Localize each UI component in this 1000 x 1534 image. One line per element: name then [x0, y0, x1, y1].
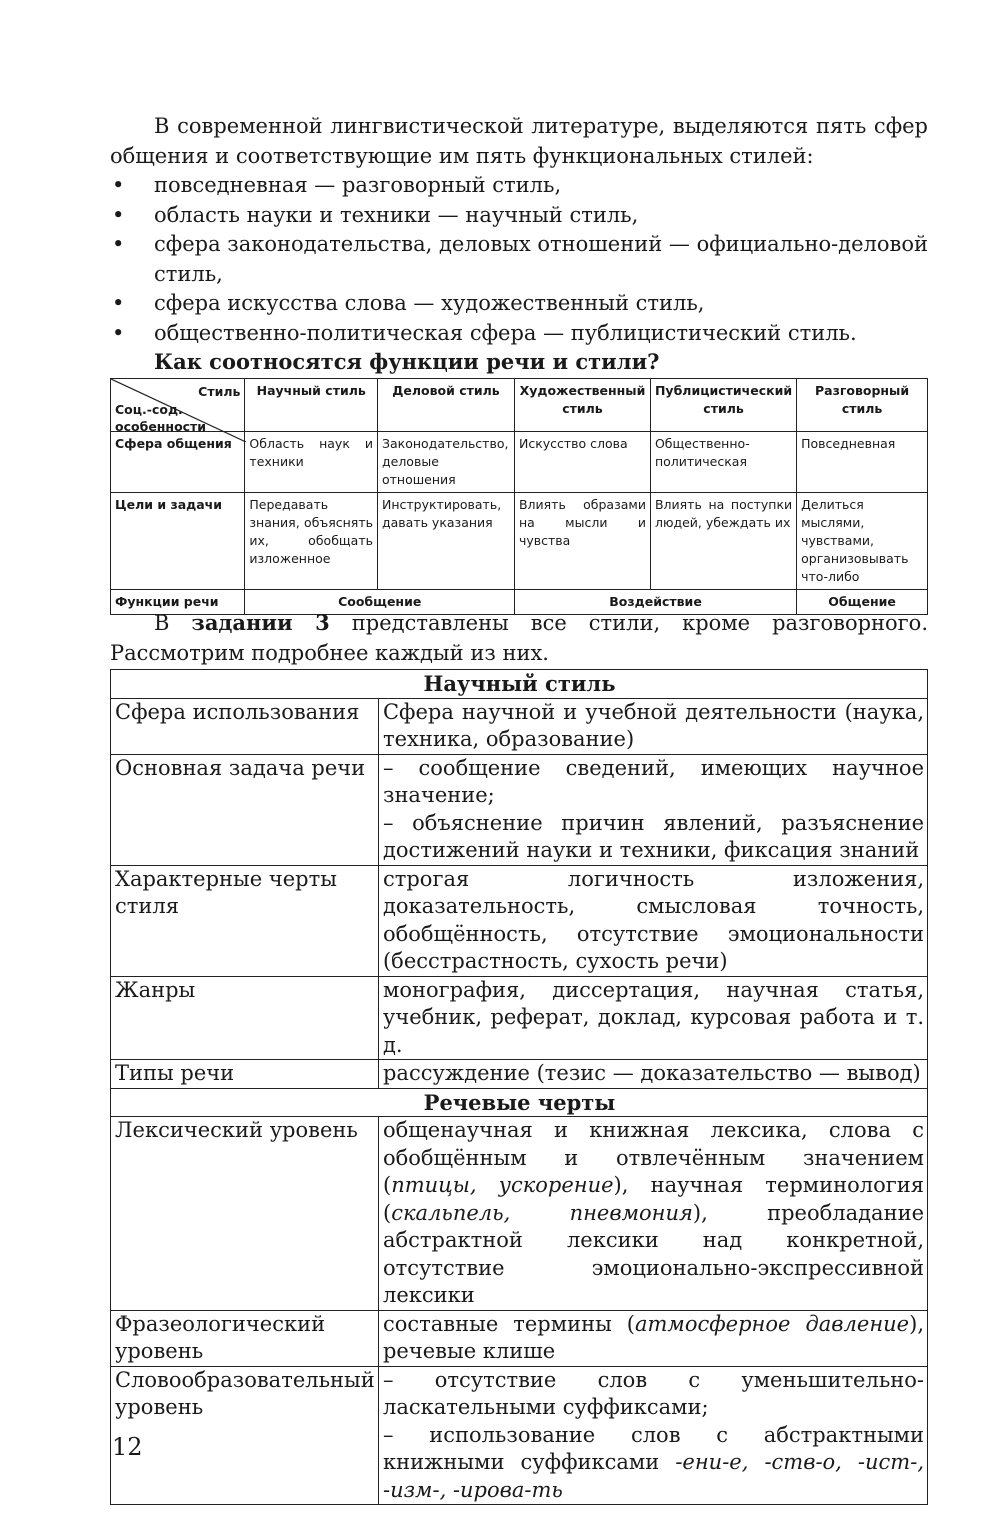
row-label: Функции речи	[111, 590, 245, 615]
science-style-table	[110, 669, 928, 1505]
table-row	[111, 754, 928, 865]
table-cell: Законодательство, деловые отношения	[377, 432, 514, 493]
list-item: • общественно-политическая сфера — публицистический стиль.	[110, 319, 928, 349]
table-title: Научный стиль	[111, 670, 928, 699]
row-value: составные термины (атмосферное давление), речевые клише	[378, 1310, 927, 1366]
table-cell: Повседневная	[797, 432, 928, 493]
functions-table	[110, 378, 928, 615]
table-row	[111, 698, 928, 754]
column-header: Разговорный стиль	[797, 379, 928, 432]
table-row	[111, 1117, 928, 1311]
table-cell: Искусство слова	[514, 432, 650, 493]
list-item: • область науки и техники — научный стиль,	[110, 201, 928, 231]
table-cell: Область наук и техники	[245, 432, 378, 493]
table-cell: Общественно-политическая	[650, 432, 796, 493]
row-value: – сообщение сведений, имеющих научное значение; – объяснение причин явлений, разъяснение достижений науки и техники, фиксация знаний	[378, 754, 927, 865]
bullet-icon: •	[112, 202, 125, 227]
list-item: • сфера законодательства, деловых отношений — официально-деловой стиль,	[112, 232, 928, 286]
list-item: • повседневная — разговорный стиль,	[110, 171, 928, 201]
row-label: Характерные черты стиля	[111, 865, 379, 976]
bullet-icon: •	[112, 291, 125, 315]
table-cell: Влиять на поступки людей, убеждать их	[650, 493, 796, 590]
row-value: – отсутствие слов с уменьшительно-ласкательными суффиксами; – использование слов с абстрактными книжными суффиксами -ени-е, -ств-о, -ист-, -изм-, -ирова-ть	[378, 1366, 927, 1505]
row-label: Словообразовательный уровень	[111, 1366, 379, 1505]
row-label: Типы речи	[111, 1060, 379, 1089]
row-label: Жанры	[111, 976, 379, 1060]
table-cell: Делиться мыслями, чувствами, организовывать что-либо	[797, 493, 928, 590]
bullet-icon: •	[112, 173, 125, 197]
row-label: Основная задача речи	[111, 754, 379, 865]
row-value: строгая логичность изложения, доказательность, смысловая точность, обобщённость, отсутствие эмоциональности (бесстрастность, сухость речи)	[378, 865, 927, 976]
section-question: Как соотносятся функции речи и стили?	[154, 349, 660, 374]
table-row	[111, 1366, 928, 1505]
column-header: Публицистический стиль	[650, 379, 796, 432]
function-cell: Сообщение	[245, 590, 515, 615]
transition-paragraph: В задании 3 представлены все стили, кроме разговорного. Рассмотрим подробнее каждый из них.	[110, 610, 929, 665]
table-row	[111, 1310, 928, 1366]
table-cell: Передавать знания, объяснять их, обобщать изложенное	[245, 493, 378, 590]
row-label: Фразеологический уровень	[111, 1310, 379, 1366]
row-label: Сфера общения	[111, 432, 245, 493]
row-value: общенаучная и книжная лексика, слова с обобщённым и отвлечённым значением (птицы, ускорение), научная терминология (скальпель, пневмония), преобладание абстрактной лексики над конкретной, отсутствие эмоционально-экспрессивной лексики	[378, 1117, 927, 1311]
task-reference: задании 3	[191, 610, 330, 635]
page-number: 12	[112, 1433, 143, 1461]
intro-paragraph: В современной лингвистической литературе, выделяются пять сфер общения и соответствующие им пять функциональных стилей:	[110, 114, 928, 168]
bullet-icon: •	[112, 232, 125, 256]
table-row	[111, 976, 928, 1060]
table-row	[111, 1060, 928, 1089]
row-label: Сфера использования	[111, 698, 379, 754]
row-value: рассуждение (тезис — доказательство — вывод)	[378, 1060, 927, 1089]
section-title: Речевые черты	[111, 1088, 928, 1117]
row-label: Цели и задачи	[111, 493, 245, 590]
row-value: монография, диссертация, научная статья, учебник, реферат, доклад, курсовая работа и т. д.	[378, 976, 927, 1060]
column-header: Научный стиль	[245, 379, 378, 432]
column-header: Деловой стиль	[377, 379, 514, 432]
sphere-list	[110, 171, 928, 348]
column-header: Художественный стиль	[514, 379, 650, 432]
table-cell: Влиять образами на мысли и чувства	[514, 493, 650, 590]
table-row	[111, 865, 928, 976]
row-label: Лексический уровень	[111, 1117, 379, 1311]
table-cell: Инструктировать, давать указания	[377, 493, 514, 590]
function-cell: Общение	[797, 590, 928, 615]
corner-top-label: Стиль	[198, 384, 241, 399]
function-cell: Воздействие	[514, 590, 796, 615]
bullet-icon: •	[112, 320, 125, 345]
list-item: • сфера искусства слова — художественный стиль,	[110, 289, 928, 319]
corner-bottom-label: Соц.-сод. особенности	[115, 402, 207, 434]
row-value: Сфера научной и учебной деятельности (наука, техника, образование)	[378, 698, 927, 754]
corner-cell	[111, 379, 245, 432]
table-row	[111, 493, 928, 590]
